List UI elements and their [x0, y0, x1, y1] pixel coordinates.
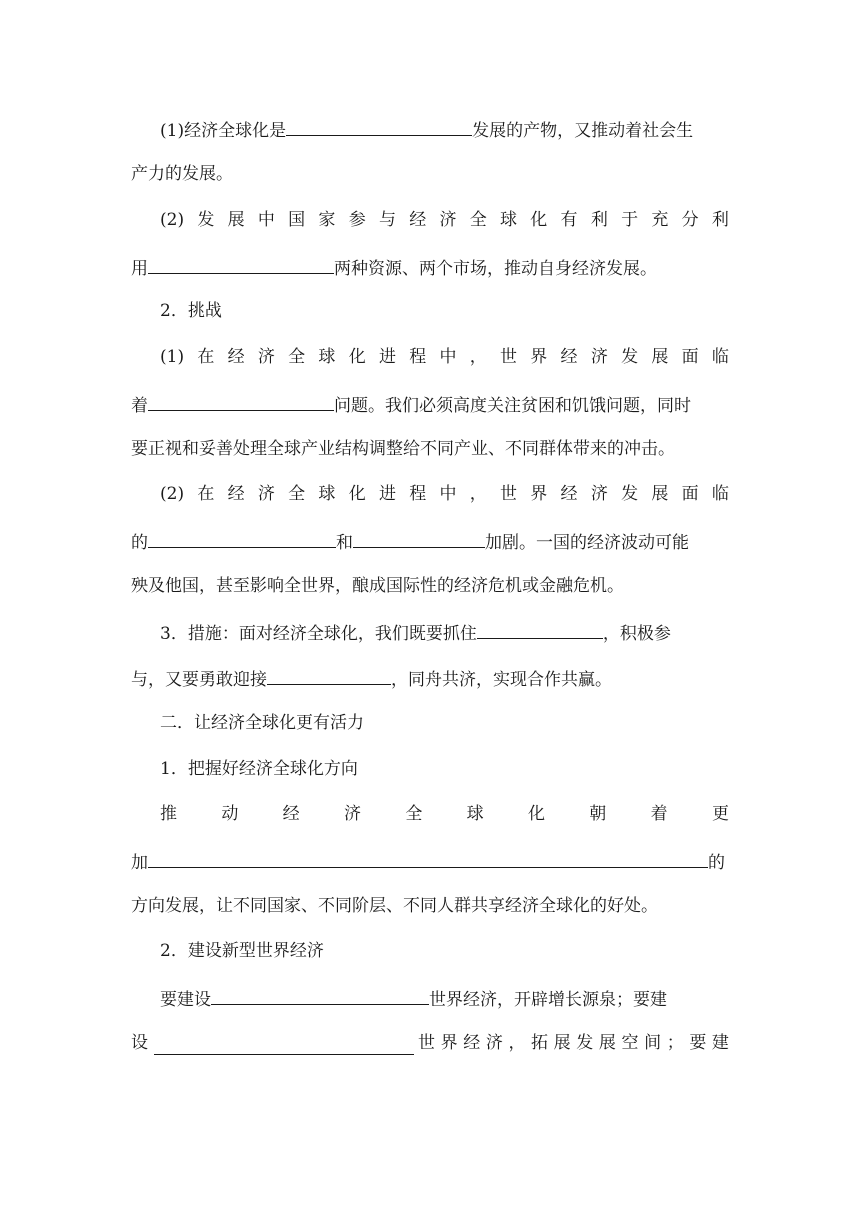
char: 着 [650, 804, 668, 824]
section-heading [160, 711, 729, 735]
char: 面 [681, 484, 699, 504]
text: 与，又要勇敢迎接 [131, 670, 267, 690]
char: 展 [651, 484, 669, 504]
text: ，积极参 [602, 624, 671, 644]
char: 界 [530, 484, 548, 504]
char: 推 [160, 804, 177, 824]
char: 有 [560, 210, 578, 230]
heading-text: 2．建设新型世界经济 [160, 941, 324, 961]
char: 经 [227, 484, 245, 504]
heading-text: 1．把握好经济全球化方向 [160, 759, 358, 779]
char: 经 [282, 804, 300, 824]
text: 要正视和妥善处理全球产业结构调整给不同产业、不同群体带来的冲击。 [131, 439, 675, 459]
char: ， [469, 484, 487, 504]
char: 要 [689, 1033, 707, 1053]
text: 着 [131, 396, 148, 416]
text: 产力的发展。 [131, 164, 233, 184]
fill-blank[interactable] [154, 1035, 414, 1055]
paragraph-line [131, 1031, 729, 1055]
char: 建 [711, 1033, 729, 1053]
char: 全 [469, 210, 487, 230]
char: 朝 [589, 804, 607, 824]
char: ， [469, 347, 487, 367]
char: 济 [590, 484, 608, 504]
text: 3．措施：面对经济全球化，我们既要抓住 [160, 624, 477, 644]
char: 经 [409, 210, 427, 230]
text: 设 [131, 1033, 148, 1053]
char: 展 [553, 1033, 571, 1053]
paragraph-line [131, 162, 729, 186]
char: 世 [500, 484, 518, 504]
text: (1)经济全球化是 [160, 121, 287, 141]
char: 临 [711, 347, 729, 367]
char: 利 [590, 210, 608, 230]
text: 发展的产物，又推动着社会生 [472, 121, 694, 141]
char: 展 [227, 210, 245, 230]
char: 在 [197, 347, 215, 367]
char: 球 [500, 210, 518, 230]
char: 展 [651, 347, 669, 367]
char: 经 [560, 484, 578, 504]
char: 分 [681, 210, 699, 230]
text: 的 [708, 853, 725, 873]
char: 济 [439, 210, 457, 230]
section-heading [160, 757, 729, 781]
text: 和 [336, 533, 353, 553]
paragraph-line-justified [160, 482, 729, 506]
char: 中 [439, 484, 457, 504]
text: 加剧。一国的经济波动可能 [485, 533, 689, 553]
char: 国 [288, 210, 306, 230]
text: 殃及他国，甚至影响全世界，酿成国际性的经济危机或金融危机。 [131, 576, 624, 596]
paragraph-line [131, 574, 729, 598]
char: 拓 [531, 1033, 549, 1053]
char: 中 [439, 347, 457, 367]
fill-blank[interactable] [148, 848, 708, 868]
char: 于 [621, 210, 639, 230]
char: ； [666, 1033, 684, 1053]
char: 化 [527, 804, 545, 824]
paragraph-line [131, 254, 729, 278]
char: (2) [160, 484, 185, 504]
fill-blank[interactable] [267, 665, 391, 685]
char: 济 [343, 804, 361, 824]
char: (2) [160, 210, 185, 230]
text: 的 [131, 533, 148, 553]
fill-blank[interactable] [148, 391, 334, 411]
char: 界 [530, 347, 548, 367]
text: ，同舟共济，实现合作共赢。 [391, 670, 612, 690]
char: 利 [711, 210, 729, 230]
char: 间 [644, 1033, 662, 1053]
char: 空 [621, 1033, 639, 1053]
char: 发 [576, 1033, 594, 1053]
char: 济 [590, 347, 608, 367]
text: 问题。我们必须高度关注贫困和饥饿问题，同时 [334, 396, 691, 416]
char: 参 [348, 210, 366, 230]
fill-blank[interactable] [353, 528, 485, 548]
paragraph-line-justified [160, 802, 729, 826]
char: 动 [221, 804, 239, 824]
char: 球 [466, 804, 484, 824]
fill-blank[interactable] [477, 619, 603, 639]
text: 方向发展，让不同国家、不同阶层、不同人群共享经济全球化的好处。 [131, 896, 658, 916]
char: 球 [318, 484, 336, 504]
char: 进 [378, 347, 396, 367]
char: 全 [405, 804, 423, 824]
fill-blank[interactable] [148, 254, 334, 274]
paragraph-line [160, 985, 729, 1009]
char: 全 [288, 347, 306, 367]
char: 世 [418, 1033, 435, 1053]
char: 充 [651, 210, 669, 230]
char: 更 [711, 804, 729, 824]
heading-text: 2．挑战 [160, 301, 222, 321]
text: 加 [131, 853, 148, 873]
paragraph-line [131, 848, 729, 872]
paragraph-line [131, 391, 729, 415]
fill-blank[interactable] [148, 528, 336, 548]
paragraph-line-justified [160, 345, 729, 369]
char: 在 [197, 484, 215, 504]
char: 发 [621, 484, 639, 504]
char: 发 [197, 210, 215, 230]
section-heading [160, 299, 729, 323]
char: ， [508, 1033, 526, 1053]
char: 化 [348, 347, 366, 367]
char: 展 [598, 1033, 616, 1053]
char: 发 [621, 347, 639, 367]
char: 家 [318, 210, 336, 230]
char: 临 [711, 484, 729, 504]
char: 界 [440, 1033, 458, 1053]
char: 进 [378, 484, 396, 504]
fill-blank[interactable] [286, 116, 472, 136]
char: 济 [257, 484, 275, 504]
char: 济 [257, 347, 275, 367]
char: 中 [257, 210, 275, 230]
char: 程 [409, 347, 427, 367]
text: 世界经济，开辟增长源泉；要建 [429, 990, 667, 1010]
char: 经 [227, 347, 245, 367]
paragraph-line-justified [160, 208, 729, 232]
char: 面 [681, 347, 699, 367]
char: 世 [500, 347, 518, 367]
paragraph-line [160, 619, 729, 643]
char: 程 [409, 484, 427, 504]
text: 用 [131, 259, 148, 279]
char: 经 [463, 1033, 481, 1053]
char: 全 [288, 484, 306, 504]
char: (1) [160, 347, 185, 367]
paragraph-line [131, 528, 729, 552]
char: 化 [348, 484, 366, 504]
paragraph-line [131, 437, 729, 461]
char: 济 [485, 1033, 503, 1053]
char: 经 [560, 347, 578, 367]
section-heading [160, 939, 729, 963]
fill-blank[interactable] [211, 985, 429, 1005]
text: 两种资源、两个市场，推动自身经济发展。 [334, 259, 657, 279]
char: 球 [318, 347, 336, 367]
text-justified [418, 1031, 729, 1055]
char: 化 [530, 210, 548, 230]
paragraph-line [131, 665, 729, 689]
char: 与 [378, 210, 396, 230]
heading-text: 二．让经济全球化更有活力 [160, 713, 364, 733]
paragraph-line [160, 116, 729, 140]
paragraph-line [131, 894, 729, 918]
text: 要建设 [160, 990, 211, 1010]
